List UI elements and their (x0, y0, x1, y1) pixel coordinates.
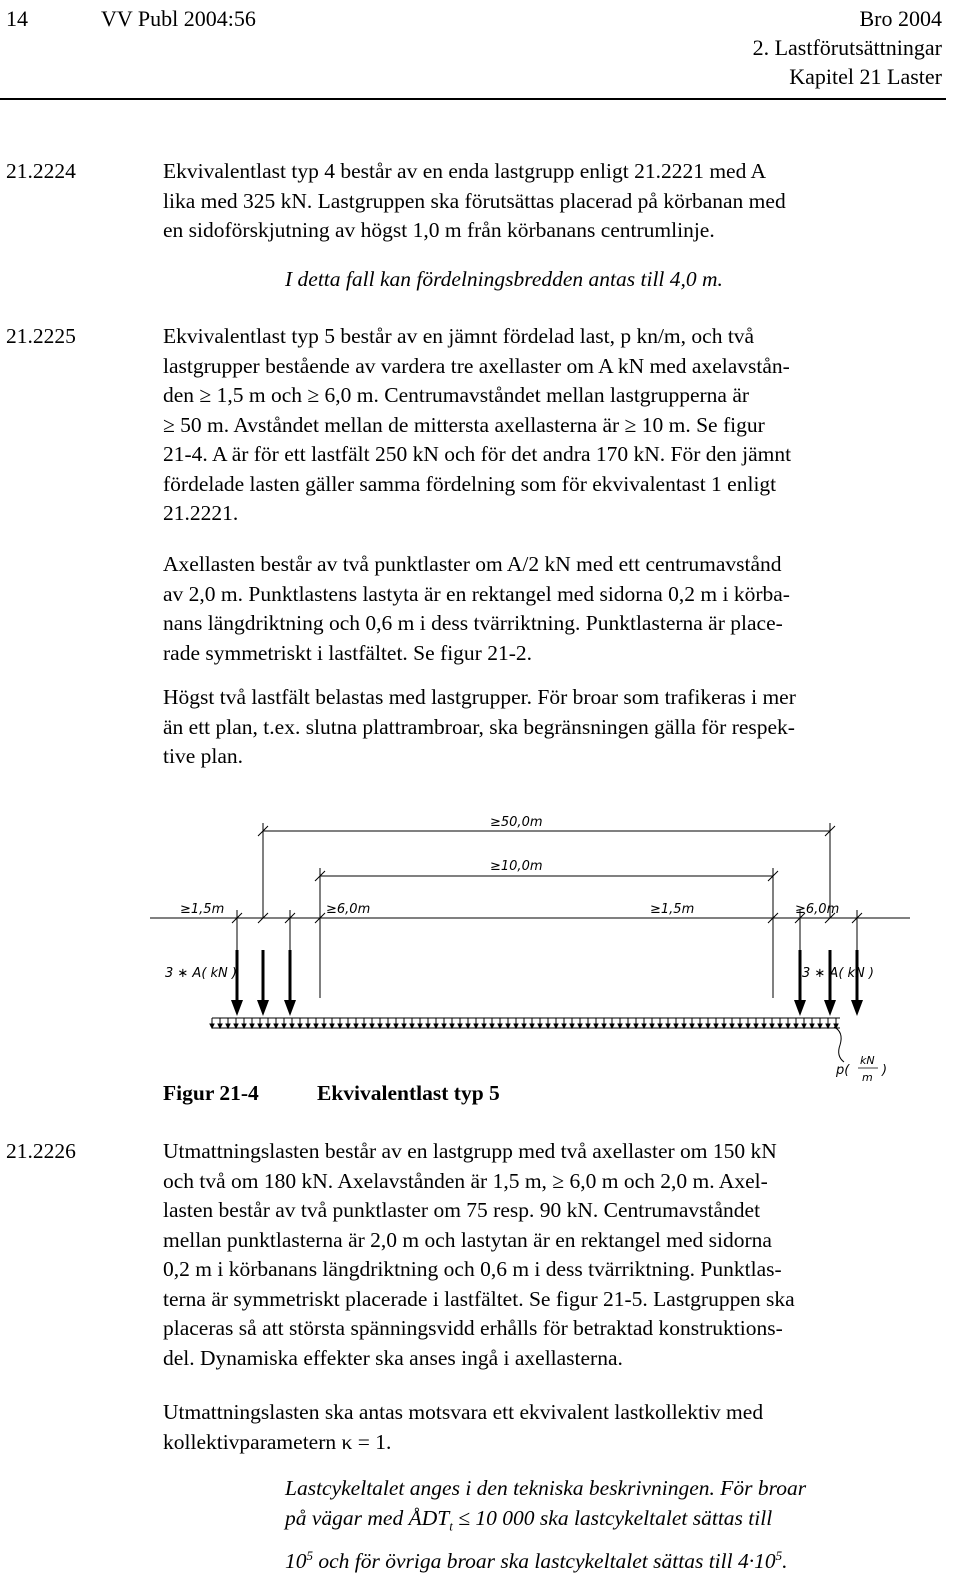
udl-arrow-head-icon (402, 1024, 406, 1028)
udl-arrow-head-icon (546, 1024, 550, 1028)
udl-arrow-head-icon (394, 1024, 398, 1028)
udl-arrow-head-icon (538, 1024, 542, 1028)
udl-arrow-head-icon (570, 1024, 574, 1028)
figure-caption-number: Figur 21-4 (163, 1081, 259, 1105)
note-text: och för övriga broar ska lastcykeltalet sättas till 4·10 (313, 1549, 776, 1574)
udl-arrow-head-icon (810, 1024, 814, 1028)
dim-label-left-gap: ≥6,0m (326, 902, 371, 917)
udl-arrow-head-icon (234, 1024, 238, 1028)
distributed-load (210, 1018, 840, 1028)
publication-id: VV Publ 2004:56 (101, 6, 256, 31)
text-line: terna är symmetriskt placerade i lastfältet. Se figur 21-5. Lastgruppen ska (163, 1286, 795, 1311)
arrow-head-icon (851, 1000, 863, 1016)
text-line: 21.2221. (163, 501, 239, 525)
header-right (753, 4, 942, 91)
udl-arrow-head-icon (354, 1024, 358, 1028)
arrow-head-icon (794, 1000, 806, 1016)
udl-arrow-head-icon (290, 1024, 294, 1028)
section-21-2224-text (163, 157, 953, 246)
figure-equivalent-load-type5 (150, 800, 910, 1090)
text-line: än ett plan, t.ex. slutna plattrambroar, ska begränsningen gälla för respek- (163, 714, 795, 739)
udl-arrow-head-icon (690, 1024, 694, 1028)
dim-label-total: ≥50,0m (490, 815, 543, 830)
section-number: 21.2226 (6, 1139, 76, 1163)
udl-arrow-head-icon (738, 1024, 742, 1028)
udl-arrow-head-icon (554, 1024, 558, 1028)
udl-arrow-head-icon (618, 1024, 622, 1028)
note-superscript: 5 (775, 1548, 783, 1564)
arrow-head-icon (257, 1000, 269, 1016)
udl-arrow-head-icon (218, 1024, 222, 1028)
udl-arrow-head-icon (530, 1024, 534, 1028)
udl-arrow-head-icon (474, 1024, 478, 1028)
note-text: ≤ 10 000 ska lastcykeltalet sättas till (452, 1506, 773, 1530)
text-line: lika med 325 kN. Lastgruppen ska förutsättas placerad på körbanan med (163, 188, 786, 213)
udl-arrow-head-icon (506, 1024, 510, 1028)
note-line: Lastcykeltalet anges i den tekniska beskrivningen. För broar (285, 1476, 807, 1500)
note-text: . (782, 1549, 788, 1574)
header-chapter: 2. Lastförutsättningar (752, 35, 942, 60)
section-21-2226-para1 (163, 1137, 953, 1373)
udl-arrow-head-icon (658, 1024, 662, 1028)
udl-label-post: ) (882, 1063, 888, 1078)
section-note: I detta fall kan fördelningsbredden antas till 4,0 m. (285, 267, 723, 291)
udl-arrow-head-icon (650, 1024, 654, 1028)
udl-arrow-head-icon (410, 1024, 414, 1028)
text-line: lasten består av två punktlaster om 75 resp. 90 kN. Centrumavståndet (163, 1198, 761, 1222)
page-number: 14 (6, 6, 28, 31)
section-21-2225-para3 (163, 683, 953, 772)
udl-arrow-head-icon (450, 1024, 454, 1028)
udl-arrow-head-icon (746, 1024, 750, 1028)
udl-arrow-head-icon (458, 1024, 462, 1028)
load-label-right: 3 ∗ A( kN ) (802, 966, 874, 981)
udl-arrow-head-icon (378, 1024, 382, 1028)
udl-arrow-head-icon (282, 1024, 286, 1028)
udl-arrow-head-icon (682, 1024, 686, 1028)
udl-arrow-head-icon (442, 1024, 446, 1028)
text-line: tive plan. (163, 744, 244, 768)
udl-arrow-head-icon (426, 1024, 430, 1028)
udl-arrow-head-icon (594, 1024, 598, 1028)
udl-arrow-head-icon (490, 1024, 494, 1028)
text-line: lastgrupper bestående av vardera tre axellaster om A kN med axelavstån- (163, 353, 790, 378)
text-line: del. Dynamiska effekter ska anses ingå i axellasterna. (163, 1345, 623, 1370)
text-line: placeras så att största spänningsvidd erhålls för betraktad konstruktions- (163, 1316, 783, 1340)
udl-arrow-head-icon (778, 1024, 782, 1028)
udl-arrow-head-icon (586, 1024, 590, 1028)
udl-arrow-head-icon (770, 1024, 774, 1028)
text-line: 21-4. A är för ett lastfält 250 kN och för det andra 170 kN. För den jämnt (163, 442, 792, 466)
udl-arrow-head-icon (330, 1024, 334, 1028)
udl-label-den: m (862, 1071, 873, 1084)
dim-label-middle: ≥10,0m (490, 859, 543, 874)
text-line: mellan punktlasterna är 2,0 m och lastytan är en rektangel med sidorna (163, 1227, 772, 1252)
udl-arrow-head-icon (674, 1024, 678, 1028)
note-subscript: t (449, 1518, 453, 1534)
udl-arrow-head-icon (802, 1024, 806, 1028)
header-rule (0, 98, 946, 100)
arrow-head-icon (824, 1000, 836, 1016)
text-line: ≥ 50 m. Avståndet mellan de mittersta axellasterna är ≥ 10 m. Se figur (163, 412, 765, 437)
text-line: kollektivparametern κ = 1. (163, 1429, 392, 1454)
text-line: och två om 180 kN. Axelavstånden är 1,5 m, ≥ 6,0 m och 2,0 m. Axel- (163, 1168, 768, 1193)
section-number: 21.2224 (6, 159, 76, 183)
text-line: nans längdriktning och 0,6 m i dess tvärriktning. Punktlasterna är place- (163, 611, 783, 635)
section-21-2225-para1 (163, 322, 953, 529)
dim-label-right-gap: ≥6,0m (795, 902, 840, 917)
section-note-load-cycles (285, 1473, 806, 1576)
udl-arrow-head-icon (210, 1024, 214, 1028)
udl-arrow-head-icon (514, 1024, 518, 1028)
arrow-head-icon (284, 1000, 296, 1016)
udl-arrow-head-icon (730, 1024, 734, 1028)
dimension-labels (165, 815, 874, 981)
arrow-head-icon (231, 1000, 243, 1016)
header-edition: Bro 2004 (859, 6, 942, 31)
udl-label-num: kN (860, 1054, 875, 1067)
note-line (285, 1541, 806, 1576)
udl-arrow-head-icon (602, 1024, 606, 1028)
text-line: Högst två lastfält belastas med lastgrupper. För broar som trafikeras i mer (163, 685, 796, 709)
section-21-2225-para2 (163, 550, 953, 668)
section-number: 21.2225 (6, 324, 76, 348)
udl-arrow-head-icon (522, 1024, 526, 1028)
udl-arrow-head-icon (626, 1024, 630, 1028)
section-21-2226-para2 (163, 1398, 953, 1457)
udl-arrow-head-icon (482, 1024, 486, 1028)
text-line: en sidoförskjutning av högst 1,0 m från körbanans centrumlinje. (163, 218, 715, 242)
udl-arrow-head-icon (706, 1024, 710, 1028)
udl-arrow-head-icon (242, 1024, 246, 1028)
text-line: Ekvivalentlast typ 5 består av en jämnt fördelad last, p kn/m, och två (163, 324, 755, 348)
text-line: Utmattningslasten består av en lastgrupp med två axellaster om 150 kN (163, 1139, 777, 1163)
header-subchapter: Kapitel 21 Laster (789, 64, 942, 89)
udl-label (835, 1054, 887, 1084)
udl-arrow-head-icon (714, 1024, 718, 1028)
text-line: Ekvivalentlast typ 4 består av en enda lastgrupp enligt 21.2221 med A (163, 159, 767, 183)
udl-arrow-head-icon (362, 1024, 366, 1028)
udl-arrow-head-icon (634, 1024, 638, 1028)
udl-arrow-head-icon (274, 1024, 278, 1028)
note-text: 10 (285, 1549, 307, 1574)
udl-arrow-head-icon (226, 1024, 230, 1028)
udl-arrow-head-icon (386, 1024, 390, 1028)
text-line: fördelade lasten gäller samma fördelning som för ekvivalentast 1 enligt (163, 471, 777, 496)
udl-arrow-head-icon (266, 1024, 270, 1028)
note-superscript: 5 (306, 1548, 313, 1564)
udl-arrow-head-icon (258, 1024, 262, 1028)
udl-arrow-head-icon (498, 1024, 502, 1028)
udl-arrow-head-icon (818, 1024, 822, 1028)
udl-arrow-head-icon (642, 1024, 646, 1028)
udl-arrow-head-icon (722, 1024, 726, 1028)
udl-arrow-head-icon (578, 1024, 582, 1028)
udl-label-pre: p( (836, 1063, 850, 1078)
udl-arrow-head-icon (306, 1024, 310, 1028)
axle-load-arrows (231, 950, 863, 1016)
udl-leader (834, 1027, 844, 1062)
udl-arrow-head-icon (826, 1024, 830, 1028)
udl-arrow-head-icon (786, 1024, 790, 1028)
text-line: den ≥ 1,5 m och ≥ 6,0 m. Centrumavståndet mellan lastgrupperna är (163, 383, 750, 407)
text-line: av 2,0 m. Punktlastens lastyta är en rektangel med sidorna 0,2 m i körba- (163, 581, 790, 606)
text-line: Utmattningslasten ska antas motsvara ett ekvivalent lastkollektiv med (163, 1400, 764, 1424)
udl-arrow-head-icon (434, 1024, 438, 1028)
text-line: rade symmetriskt i lastfältet. Se figur 21-2. (163, 640, 532, 665)
udl-arrow-head-icon (250, 1024, 254, 1028)
udl-arrow-head-icon (762, 1024, 766, 1028)
dim-label-right-axle: ≥1,5m (650, 902, 695, 917)
text-line: Axellasten består av två punktlaster om A/2 kN med ett centrumavstånd (163, 552, 782, 576)
note-line (285, 1503, 806, 1541)
udl-arrow-head-icon (666, 1024, 670, 1028)
udl-arrow-head-icon (370, 1024, 374, 1028)
udl-arrow-head-icon (322, 1024, 326, 1028)
udl-arrow-head-icon (466, 1024, 470, 1028)
udl-arrow-head-icon (754, 1024, 758, 1028)
udl-arrow-head-icon (418, 1024, 422, 1028)
udl-arrow-head-icon (698, 1024, 702, 1028)
note-text: på vägar med ÅDT (285, 1506, 450, 1530)
udl-arrow-head-icon (338, 1024, 342, 1028)
load-label-left: 3 ∗ A( kN ) (165, 966, 237, 981)
udl-arrow-head-icon (346, 1024, 350, 1028)
dim-label-left-axle: ≥1,5m (180, 902, 225, 917)
text-line: 0,2 m i körbanans längdriktning och 0,6 m i dess tvärriktning. Punktlas- (163, 1257, 782, 1281)
udl-arrow-head-icon (610, 1024, 614, 1028)
udl-arrow-head-icon (794, 1024, 798, 1028)
udl-arrow-head-icon (314, 1024, 318, 1028)
udl-arrow-head-icon (562, 1024, 566, 1028)
figure-caption-title: Ekvivalentlast typ 5 (317, 1081, 500, 1105)
udl-arrow-head-icon (298, 1024, 302, 1028)
